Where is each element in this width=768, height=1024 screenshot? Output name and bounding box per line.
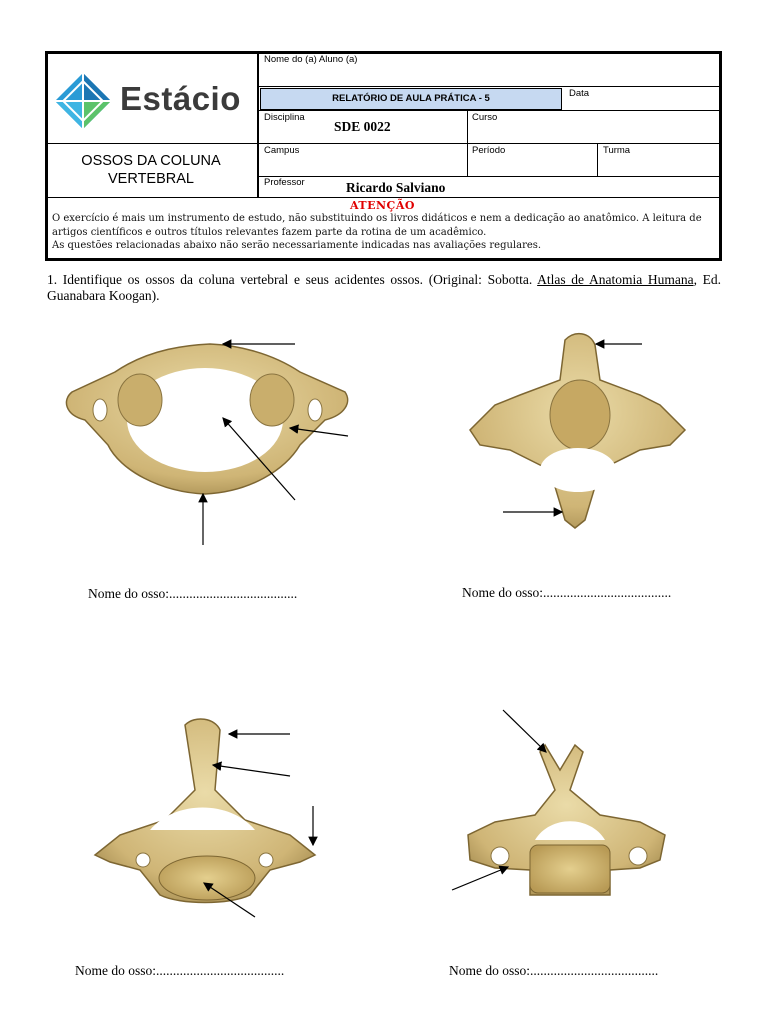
- disciplina-label: Disciplina: [264, 112, 305, 123]
- disciplina-value: SDE 0022: [334, 119, 391, 134]
- attention-text: artigos científicos e outros títulos relevantes fazem parte da rotina de um acadêmico.: [52, 227, 487, 238]
- logo-text: Estácio: [120, 80, 241, 117]
- data-label: Data: [569, 88, 590, 99]
- topic-title: OSSOS DA COLUNA VERTEBRAL: [81, 153, 221, 187]
- nome-label: Nome do (a) Aluno (a): [264, 54, 358, 65]
- periodo-label: Período: [472, 145, 506, 156]
- attention-title: ATENÇÃO: [350, 199, 415, 212]
- answer-line-4[interactable]: Nome do osso:......................................: [449, 963, 659, 978]
- answer-line-2[interactable]: Nome do osso:......................................: [462, 585, 672, 600]
- axis-illustration: [470, 334, 685, 528]
- campus-label: Campus: [264, 145, 300, 156]
- answer-line-3[interactable]: Nome do osso:......................................: [75, 963, 285, 978]
- answer-line-1[interactable]: Nome do osso:......................................: [88, 586, 298, 601]
- arrow: [452, 867, 508, 890]
- professor-value: Ricardo Salviano: [346, 180, 446, 195]
- attention-text: As questões relacionadas abaixo não serão necessariamente indicadas nas avaliações regulares.: [52, 240, 542, 251]
- question-1: 1. Identifique os ossos da coluna vertebral e seus acidentes ossos. (Original: Sobotta. Atlas de Anatomia Humana, Ed. Guanabara Koogan).: [47, 272, 722, 303]
- turma-label: Turma: [603, 145, 631, 156]
- arrow: [213, 765, 290, 776]
- attention-text: O exercício é mais um instrumento de estudo, não substituindo os livros didáticos e nem a dedicação ao anatômico. A leitura de: [52, 213, 702, 224]
- report-title: RELATÓRIO DE AULA PRÁTICA - 5: [260, 88, 562, 110]
- curso-label: Curso: [472, 112, 498, 123]
- arrow: [503, 710, 546, 752]
- cervical-vertebra-illustration: [95, 719, 315, 903]
- cervical-vertebra-bifid-illustration: [468, 745, 665, 895]
- atlas-illustration: [66, 344, 347, 494]
- professor-label: Professor: [264, 177, 305, 188]
